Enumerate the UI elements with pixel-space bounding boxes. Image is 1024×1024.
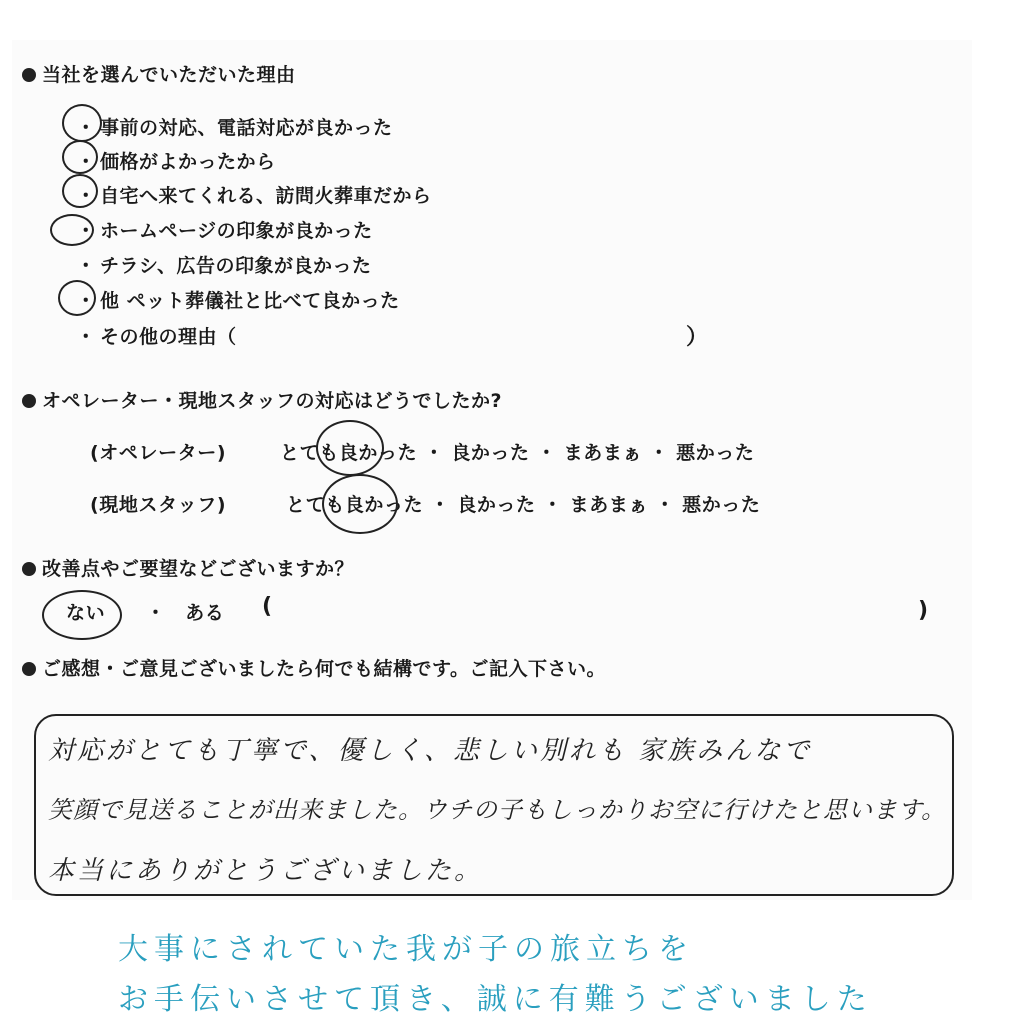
check-circle-icon <box>58 280 96 316</box>
dot-icon: ・ <box>76 220 96 242</box>
option-item <box>72 147 276 174</box>
select-circle-icon <box>316 420 384 476</box>
question-improvement-text: 改善点やご要望などございますか？ <box>42 558 355 580</box>
option-label: その他の理由（ <box>100 326 237 348</box>
option-item <box>72 216 373 243</box>
check-circle-icon <box>62 174 98 208</box>
question-reason-text: 当社を選んでいただいた理由 <box>42 64 296 86</box>
option-item <box>72 322 237 349</box>
rating-row-operator <box>90 438 755 465</box>
rating-row-staff <box>90 490 761 517</box>
bullet-icon <box>22 562 36 576</box>
option-label: 価格がよかったから <box>100 151 276 173</box>
caption-line: 大事にされていた我が子の旅立ちを <box>118 932 694 967</box>
check-circle-icon <box>62 104 102 142</box>
question-improvement <box>22 554 354 581</box>
option-label: チラシ、広告の印象が良かった <box>100 255 372 277</box>
bullet-icon <box>22 394 36 408</box>
option-item <box>72 286 400 313</box>
question-reason <box>22 60 296 87</box>
question-staff-text: オペレーター・現地スタッフの対応はどうでしたか? <box>42 390 503 412</box>
other-reason-close: ） <box>686 325 709 350</box>
select-circle-icon <box>42 590 122 640</box>
option-item <box>72 113 393 140</box>
check-circle-icon <box>62 140 98 174</box>
improvement-close-paren: ) <box>918 598 929 623</box>
caption-line: お手伝いさせて頂き、誠に有難うございました <box>118 982 873 1017</box>
question-staff <box>22 386 502 413</box>
rating-label: (オペレーター) <box>90 442 227 464</box>
dot-icon: ・ <box>76 326 96 348</box>
option-label: 他 ペット葬儀社と比べて良かった <box>100 290 400 312</box>
dot-icon: ・ <box>76 151 96 173</box>
dot-icon: ・ <box>76 290 96 312</box>
rating-choices: とても良かった ・ 良かった ・ まあまぁ ・ 悪かった <box>280 442 755 464</box>
option-label: 自宅へ来てくれる、訪問火葬車だから <box>100 185 432 207</box>
check-circle-icon <box>50 214 94 246</box>
improvement-no: ない <box>66 602 106 624</box>
bullet-icon <box>22 662 36 676</box>
select-circle-icon <box>322 474 398 534</box>
handwritten-line: 対応がとても丁寧で、優しく、悲しい別れも 家族みんなで <box>48 736 813 766</box>
rating-label: (現地スタッフ) <box>90 494 227 516</box>
improvement-yes: ・ ある <box>146 602 225 624</box>
bullet-icon <box>22 68 36 82</box>
option-item <box>72 251 371 278</box>
handwritten-line: 本当にありがとうございました。 <box>48 856 484 886</box>
question-comments <box>22 654 606 681</box>
dot-icon: ・ <box>76 255 96 277</box>
dot-icon: ・ <box>76 117 96 139</box>
dot-icon: ・ <box>76 185 96 207</box>
improvement-open-paren: ( <box>262 594 273 619</box>
handwritten-line: 笑顔で見送ることが出来ました。ウチの子もしっかりお空に行けたと思います。 <box>48 796 947 824</box>
rating-choices: とても良かった ・ 良かった ・ まあまぁ ・ 悪かった <box>286 494 761 516</box>
option-item <box>72 181 432 208</box>
question-comments-text: ご感想・ご意見ございましたら何でも結構です。ご記入下さい。 <box>42 658 606 680</box>
option-label: ホームページの印象が良かった <box>100 220 373 242</box>
option-label: 事前の対応、電話対応が良かった <box>100 117 393 139</box>
